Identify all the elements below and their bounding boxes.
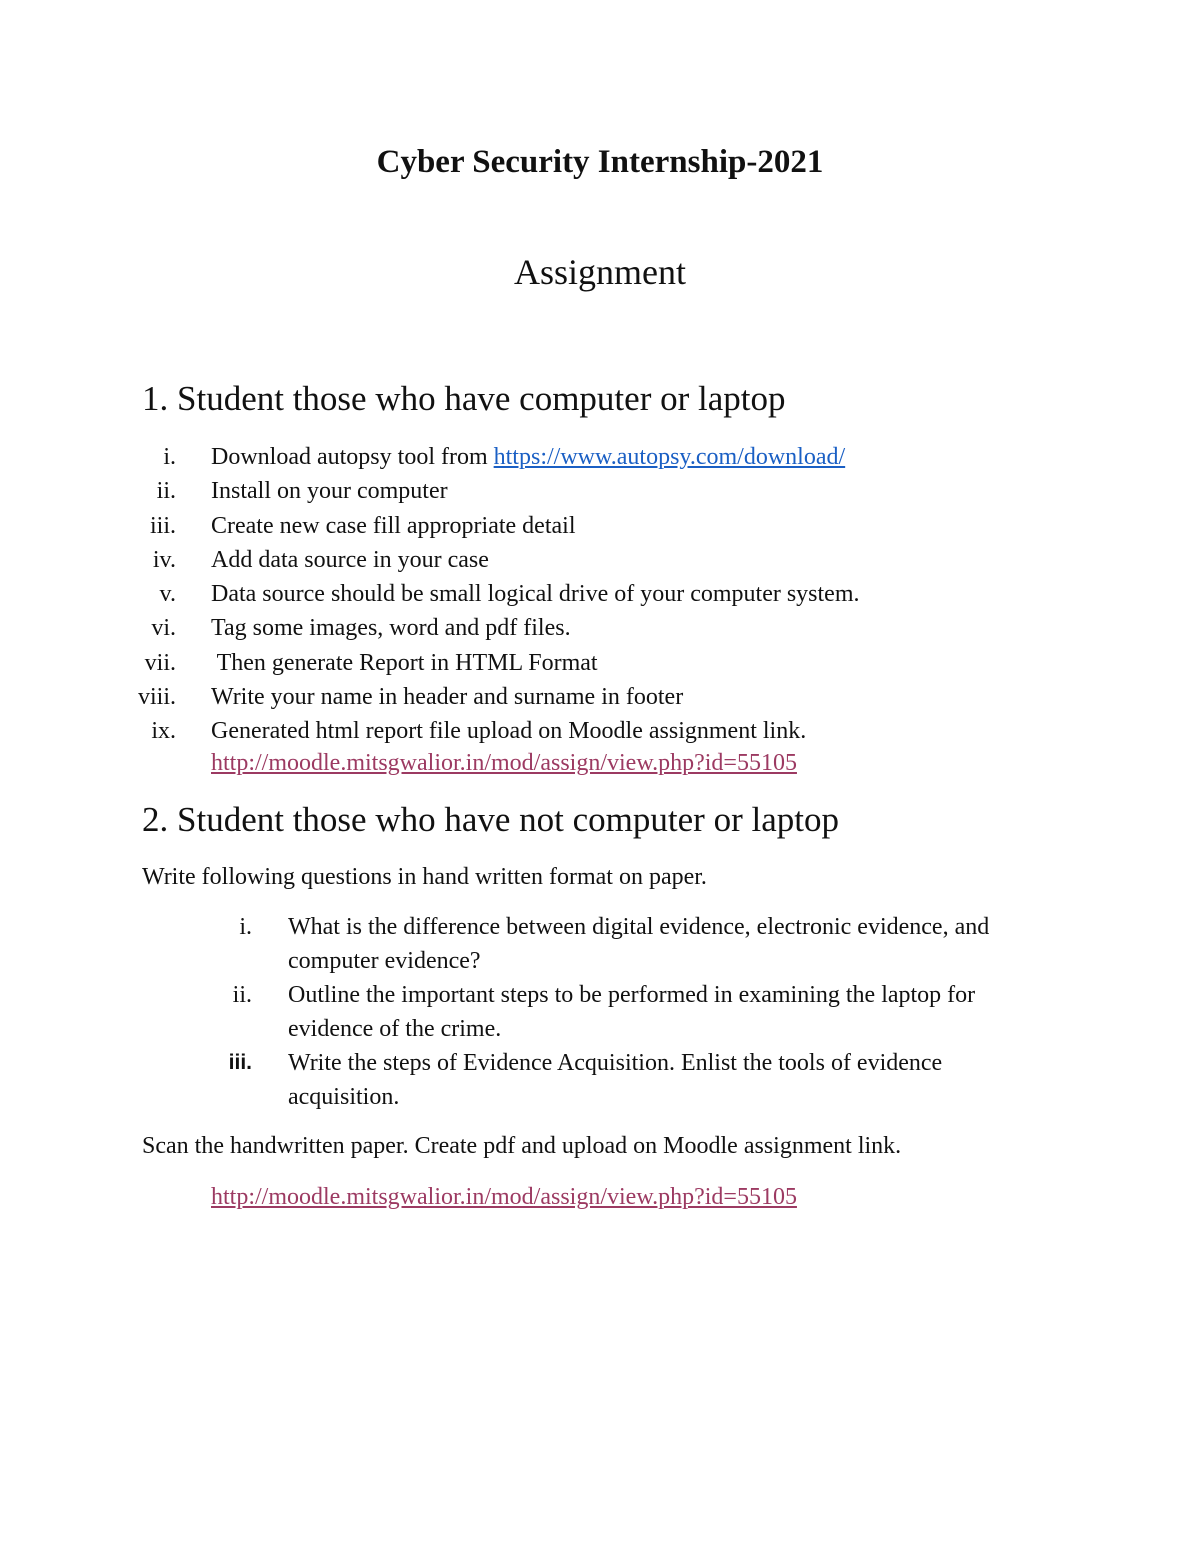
- section-2-intro: Write following questions in hand written format on paper.: [142, 864, 707, 890]
- document-subtitle: Assignment: [513, 252, 686, 292]
- list-item-number: i.: [163, 444, 176, 470]
- section-2-closing: Scan the handwritten paper. Create pdf and upload on Moodle assignment link.: [142, 1133, 902, 1159]
- question-number: iii.: [228, 1051, 252, 1074]
- list-item: [0, 714, 1200, 748]
- list-item: [0, 611, 1200, 645]
- list-item-text: Data source should be small logical drive of your computer system.: [211, 581, 860, 608]
- list-item: [0, 680, 1200, 714]
- section-1-link-line: [211, 746, 797, 780]
- question-number: i.: [239, 914, 252, 940]
- section-1-steps-list: [0, 440, 1200, 749]
- moodle-assignment-link[interactable]: http://moodle.mitsgwalior.in/mod/assign/view.php?id=55105: [211, 1184, 797, 1210]
- list-item: [0, 577, 1200, 611]
- list-item: [0, 646, 1200, 680]
- list-item-number: iv.: [152, 546, 176, 573]
- list-item-number: vii.: [144, 649, 176, 676]
- document-title: Cyber Security Internship-2021: [376, 144, 824, 180]
- question-text: Outline the important steps to be performed in examining the laptop for evidence of the crime.: [288, 982, 976, 1042]
- list-item-text: [211, 440, 845, 474]
- list-item-number: ii.: [156, 478, 176, 505]
- list-item-number: iii.: [149, 512, 176, 539]
- question-text: What is the difference between digital evidence, electronic evidence, and computer evidence?: [288, 914, 990, 974]
- list-item-text: Generated html report file upload on Moodle assignment link.: [211, 718, 807, 745]
- list-item-text: Install on your computer: [211, 478, 448, 505]
- section-2-heading: 2. Student those who have not computer or laptop: [142, 800, 839, 839]
- list-item-text: Tag some images, word and pdf files.: [211, 615, 571, 642]
- list-item-number: viii.: [137, 684, 176, 711]
- list-item-label: Download autopsy tool from: [211, 444, 494, 470]
- list-item: [0, 440, 1200, 474]
- section-1-heading: 1. Student those who have computer or laptop: [142, 379, 786, 418]
- list-item-text: Add data source in your case: [211, 546, 489, 573]
- question-number: ii.: [232, 982, 252, 1008]
- autopsy-download-link[interactable]: https://www.autopsy.com/download/: [493, 444, 846, 470]
- question-text: Write the steps of Evidence Acquisition. Enlist the tools of evidence acquisition.: [288, 1050, 943, 1110]
- moodle-assignment-link[interactable]: http://moodle.mitsgwalior.in/mod/assign/view.php?id=55105: [211, 750, 797, 776]
- list-item-number: ix.: [151, 718, 176, 745]
- list-item-number: v.: [159, 581, 176, 608]
- list-item-text: Create new case fill appropriate detail: [211, 512, 576, 539]
- list-item-text: Then generate Report in HTML Format: [211, 649, 598, 676]
- list-item-text: Write your name in header and surname in footer: [211, 684, 684, 711]
- list-item: [0, 543, 1200, 577]
- list-item-number: vi.: [151, 615, 176, 642]
- list-item: [0, 474, 1200, 508]
- list-item: [0, 509, 1200, 543]
- section-2-link-line: [211, 1180, 797, 1214]
